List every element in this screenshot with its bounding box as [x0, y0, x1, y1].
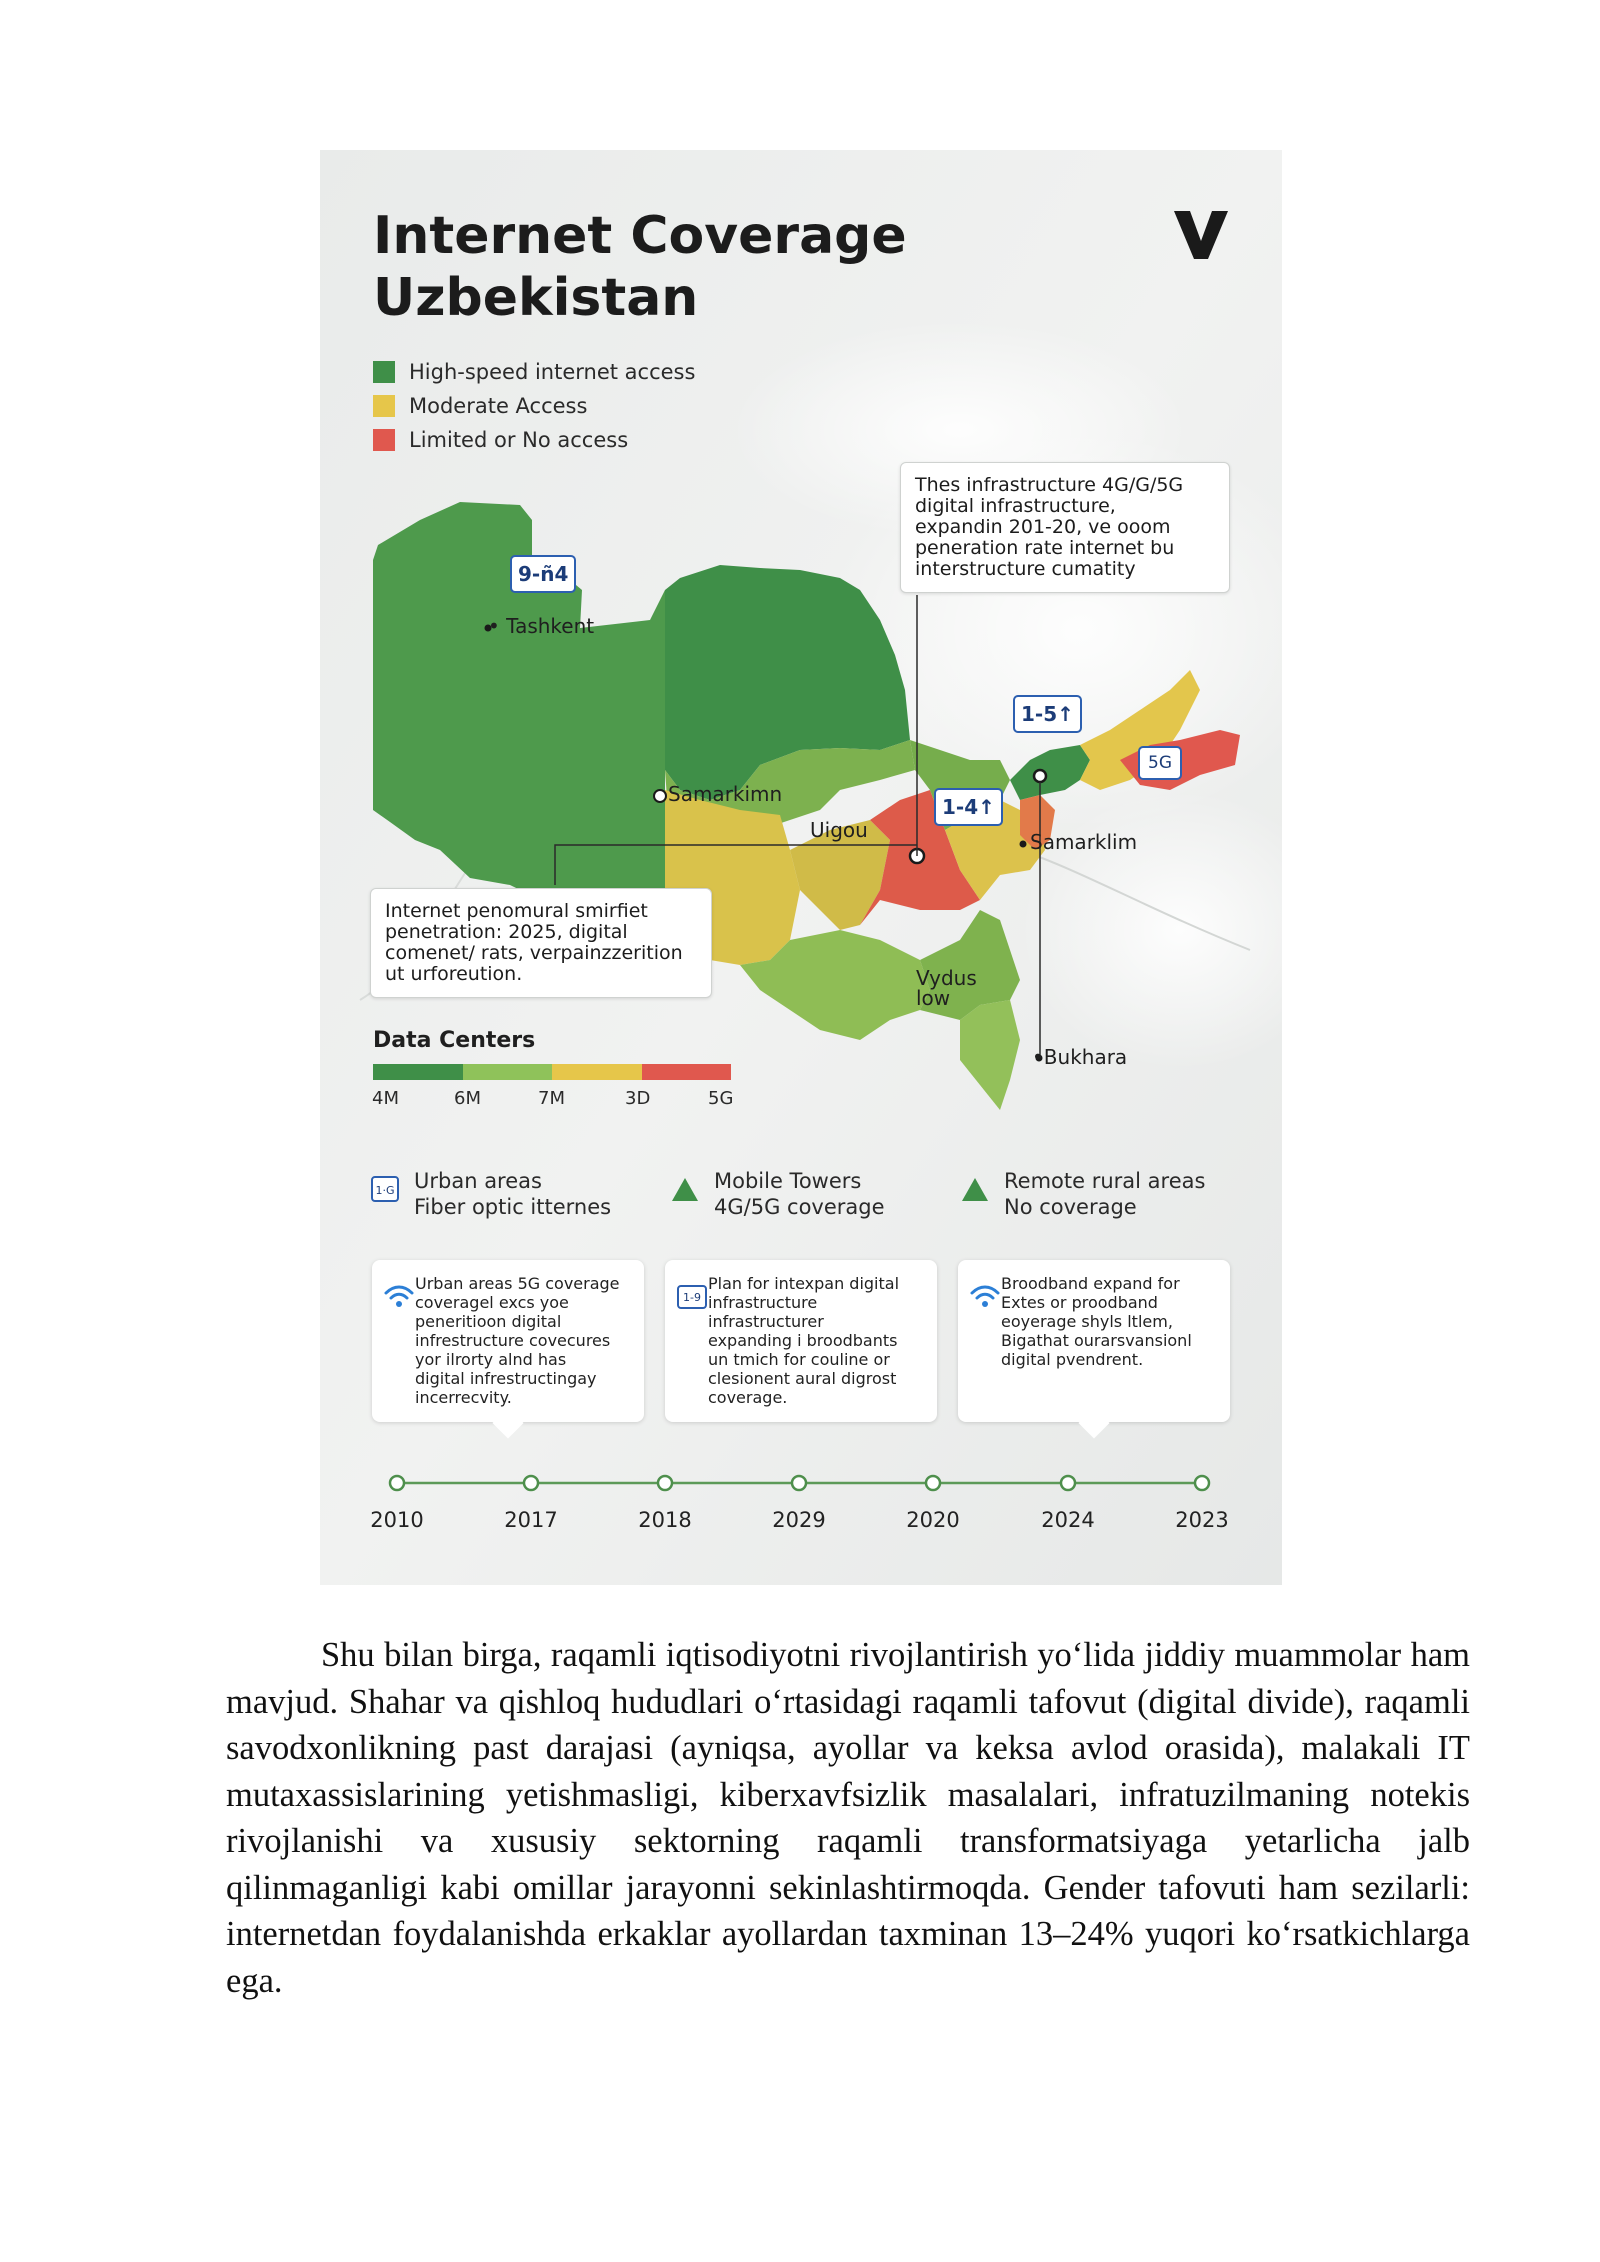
- scale-tick: 3D: [625, 1088, 651, 1109]
- card-text: Broodband expand for Extes or proodband eoyerage shyls ltlem, Bigathat ourarsvansionl digital pvendrent.: [1001, 1274, 1192, 1369]
- scale-segment: [552, 1064, 642, 1080]
- timeline-year: 2029: [772, 1508, 826, 1532]
- map-region-fergana-green: [1010, 745, 1090, 800]
- body-paragraph: Shu bilan birga, raqamli iqtisodiyotni rivojlantirish yo‘lida jiddiy muammolar ham mavjud. Shahar va qishloq hududlari o‘rtasidagi raqamli tafovut (digital divide), raqamli savodxonlikning past darajasi (ayniqsa, ayollar va keksa avlod orasida), malakali IT mutaxassislarining yetishmasligi, kiberxavfsizlik masalalari, infratuzilmaning notekis rivojlanishi va xususiy sektorning raqamli transformatsiyaga yetarlicha jalb qilinmaganligi kabi omillar jarayonni sekinlashtirmoqda. Gender tafovuti ham sezilarli: internetdan foydalanishda erkaklar ayollardan taxminan 13–24% yuqori ko‘rsatkichlarga ega.: [226, 1636, 1470, 2000]
- card-text: Urban areas 5G coverage coveragel excs yoe peneritioon digital infrestructure covecures yor ilrorty alnd has digital infrestructingay incerrecvity.: [415, 1274, 620, 1407]
- title-line-1: Internet Coverage: [373, 206, 907, 266]
- callout-penetration: Internet penomural smirfiet penetration: 2025, digital comenet/ rats, verpainzzerition ut urforeution.: [370, 888, 712, 998]
- city-label-tashkent: • Tashkent: [488, 614, 595, 638]
- triangle-tower-icon: [670, 1174, 700, 1204]
- feature-line: No coverage: [1004, 1195, 1137, 1219]
- timeline-year: 2018: [638, 1508, 692, 1532]
- 1g-icon: [370, 1174, 400, 1204]
- scale-segment: [463, 1064, 553, 1080]
- badge-icon: [675, 1280, 709, 1314]
- feature-urban-areas: [370, 1168, 611, 1220]
- feature-text: [414, 1168, 611, 1220]
- scale-segment: [642, 1064, 732, 1080]
- wifi-icon: [968, 1280, 1002, 1314]
- feature-text: [714, 1168, 885, 1220]
- scale-tick: 7M: [538, 1088, 565, 1109]
- card-icon-text: 1-9: [683, 1291, 701, 1304]
- timeline-year: 2017: [504, 1508, 558, 1532]
- feature-line: Fiber optic itternes: [414, 1195, 612, 1219]
- coverage-badge-west: 9-ñ4: [510, 555, 576, 593]
- title-line-2: Uzbekistan: [373, 268, 699, 328]
- scale-tick: 4M: [372, 1088, 399, 1109]
- legend-label: High-speed internet access: [409, 360, 696, 384]
- timeline-year: 2023: [1175, 1508, 1229, 1532]
- scale-segment: [373, 1064, 463, 1080]
- city-label-samarkand-west: Samarkimn: [668, 782, 783, 806]
- info-card-plan: [665, 1260, 937, 1422]
- scale-tick: 5G: [708, 1088, 734, 1109]
- feature-line: 4G/5G coverage: [714, 1195, 885, 1219]
- timeline-year: 2024: [1041, 1508, 1095, 1532]
- feature-line: Urban areas: [414, 1169, 542, 1193]
- map-region-far-south: [960, 1000, 1020, 1110]
- card-text: Plan for intexpan digital infrastructure infrastructurer expanding i broodbants un tmich for couline or clesionent aural digrost coverage.: [708, 1274, 900, 1407]
- data-centers-title: Data Centers: [373, 1028, 536, 1053]
- city-label-samarkand-east: Samarklim: [1030, 830, 1138, 854]
- feature-line: Mobile Towers: [714, 1169, 862, 1193]
- feature-mobile-towers: [670, 1168, 885, 1220]
- triangle-tower-icon: [960, 1174, 990, 1204]
- info-card-broadband: [958, 1260, 1230, 1422]
- coverage-badge-northeast: 1-5↑: [1013, 695, 1082, 733]
- feature-icon-text: 1·G: [375, 1184, 395, 1197]
- region-label-uigou: Uigou: [810, 818, 868, 842]
- scale-tick: 6M: [454, 1088, 481, 1109]
- city-name: Tashkent: [506, 614, 595, 638]
- feature-line: Remote rural areas: [1004, 1169, 1206, 1193]
- timeline-year: 2020: [906, 1508, 960, 1532]
- data-centers-ticks: [370, 1088, 740, 1114]
- wifi-icon: [382, 1280, 416, 1314]
- region-label-vydus: [916, 968, 977, 1008]
- feature-text: [1004, 1168, 1205, 1220]
- legend-label: Moderate Access: [409, 394, 588, 418]
- feature-remote-rural: [960, 1168, 1205, 1220]
- info-card-urban: [372, 1260, 644, 1422]
- timeline-year: 2010: [370, 1508, 424, 1532]
- region-label-line: Vydus: [916, 966, 977, 990]
- data-centers-scale: [373, 1064, 731, 1080]
- coverage-badge-center: 1-4↑: [934, 788, 1003, 826]
- callout-infrastructure: Thes infrastructure 4G/G/5G digital infrastructure, expandin 201-20, ve ooom peneration rate internet bu interstructure cumatity: [900, 462, 1230, 593]
- city-name: Bukhara: [1043, 1045, 1128, 1069]
- city-label-bukhara: •Bukhara: [1032, 1045, 1128, 1069]
- infographic-figure: [320, 150, 1282, 1585]
- legend-label: Limited or No access: [409, 428, 629, 452]
- coverage-badge-5g: 5G: [1138, 746, 1182, 780]
- region-label-line: low: [916, 986, 951, 1010]
